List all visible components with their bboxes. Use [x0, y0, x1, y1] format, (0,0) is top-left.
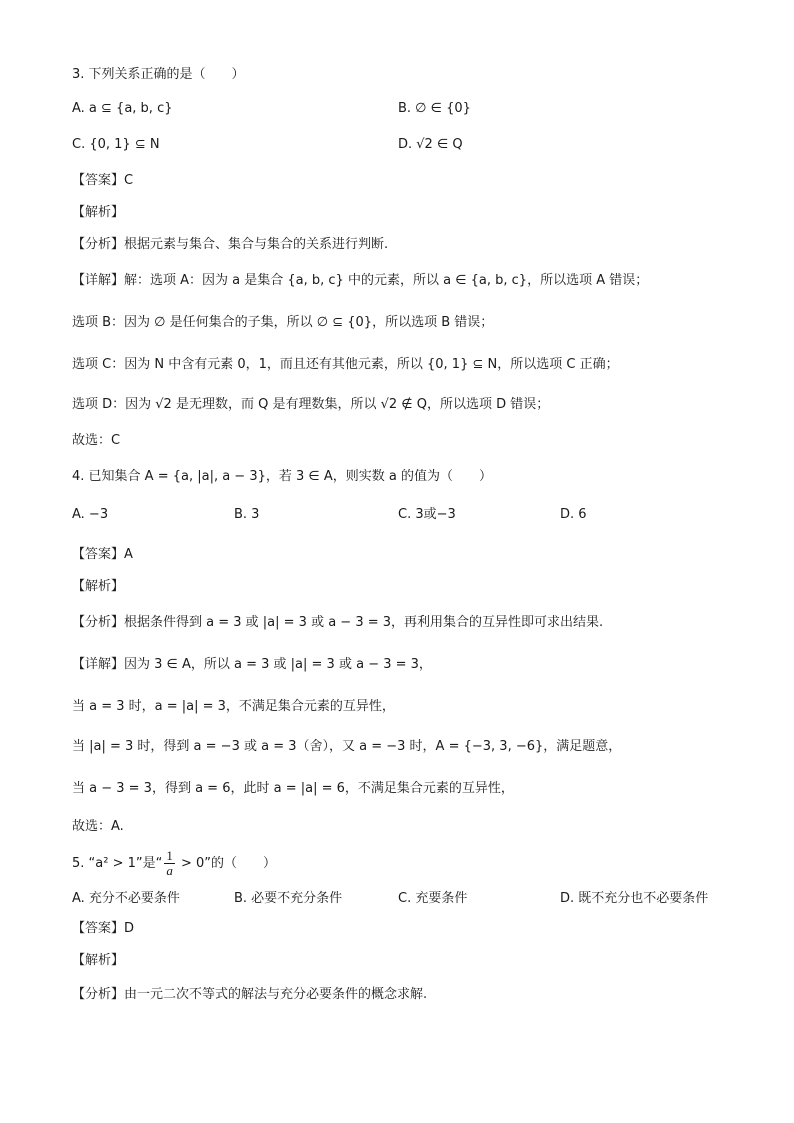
q5-stem-pre: 5. “a² > 1”是“ [72, 856, 163, 871]
q4-detail-3: 当 |a| = 3 时，得到 a = −3 或 a = 3（舍），又 a = −3 时，A = {−3, 3, −6}，满足题意， [72, 739, 622, 754]
q3-option-b: B. ∅ ∈ {0} [398, 101, 471, 116]
q4-conclusion: 故选：A. [72, 819, 124, 834]
q5-option-b: B. 必要不充分条件 [234, 891, 343, 906]
q3-detail-1: 【详解】解：选项 A：因为 a 是集合 {a, b, c} 中的元素，所以 a ∈ {a, b, c}，所以选项 A 错误； [72, 273, 649, 288]
q4-option-a: A. −3 [72, 507, 109, 522]
q5-analysis-label: 【解析】 [72, 953, 125, 968]
q3-option-d: D. √2 ∈ Q [398, 137, 463, 152]
q4-fenxi: 【分析】根据条件得到 a = 3 或 |a| = 3 或 a − 3 = 3，再利用集合的互异性即可求出结果. [72, 615, 604, 630]
q3-detail-2: 选项 B：因为 ∅ 是任何集合的子集，所以 ∅ ⊆ {0}，所以选项 B 错误； [72, 315, 494, 330]
q5-stem [72, 848, 276, 880]
q5-fraction-denominator: a [166, 863, 173, 878]
q5-fenxi: 【分析】由一元二次不等式的解法与充分必要条件的概念求解. [72, 987, 428, 1002]
q5-option-a: A. 充分不必要条件 [72, 891, 180, 906]
q4-answer: 【答案】A [72, 547, 133, 562]
q4-detail-4: 当 a − 3 = 3，得到 a = 6，此时 a = |a| = 6，不满足集合元素的互异性， [72, 781, 514, 796]
q3-option-a: A. a ⊆ {a, b, c} [72, 101, 173, 116]
q5-fraction [164, 849, 175, 878]
q5-stem-post: > 0”的（ ） [176, 856, 277, 871]
q5-option-c: C. 充要条件 [398, 891, 468, 906]
q3-stem: 3. 下列关系正确的是（ ） [72, 67, 245, 82]
q3-fenxi: 【分析】根据元素与集合、集合与集合的关系进行判断. [72, 237, 389, 252]
q3-option-c: C. {0, 1} ⊆ N [72, 137, 160, 152]
q4-option-c: C. 3或−3 [398, 507, 456, 522]
q4-analysis-label: 【解析】 [72, 579, 125, 594]
q5-fraction-numerator: 1 [166, 848, 173, 863]
q3-analysis-label: 【解析】 [72, 205, 125, 220]
q4-option-d: D. 6 [560, 507, 587, 522]
q3-detail-4: 选项 D：因为 √2 是无理数，而 Q 是有理数集，所以 √2 ∉ Q，所以选项 D 错误； [72, 397, 550, 412]
q5-option-d: D. 既不充分也不必要条件 [560, 891, 709, 906]
q4-detail-1: 【详解】因为 3 ∈ A，所以 a = 3 或 |a| = 3 或 a − 3 = 3， [72, 657, 432, 672]
q5-answer: 【答案】D [72, 921, 135, 936]
q4-detail-2: 当 a = 3 时，a = |a| = 3，不满足集合元素的互异性， [72, 699, 395, 714]
q4-stem: 4. 已知集合 A = {a, |a|, a − 3}，若 3 ∈ A，则实数 a 的值为（ ） [72, 469, 492, 484]
q3-answer: 【答案】C [72, 173, 134, 188]
q4-option-b: B. 3 [234, 507, 260, 522]
q3-conclusion: 故选：C [72, 433, 121, 448]
q3-detail-3: 选项 C：因为 N 中含有元素 0，1，而且还有其他元素，所以 {0, 1} ⊆ N，所以选项 C 正确； [72, 357, 619, 372]
